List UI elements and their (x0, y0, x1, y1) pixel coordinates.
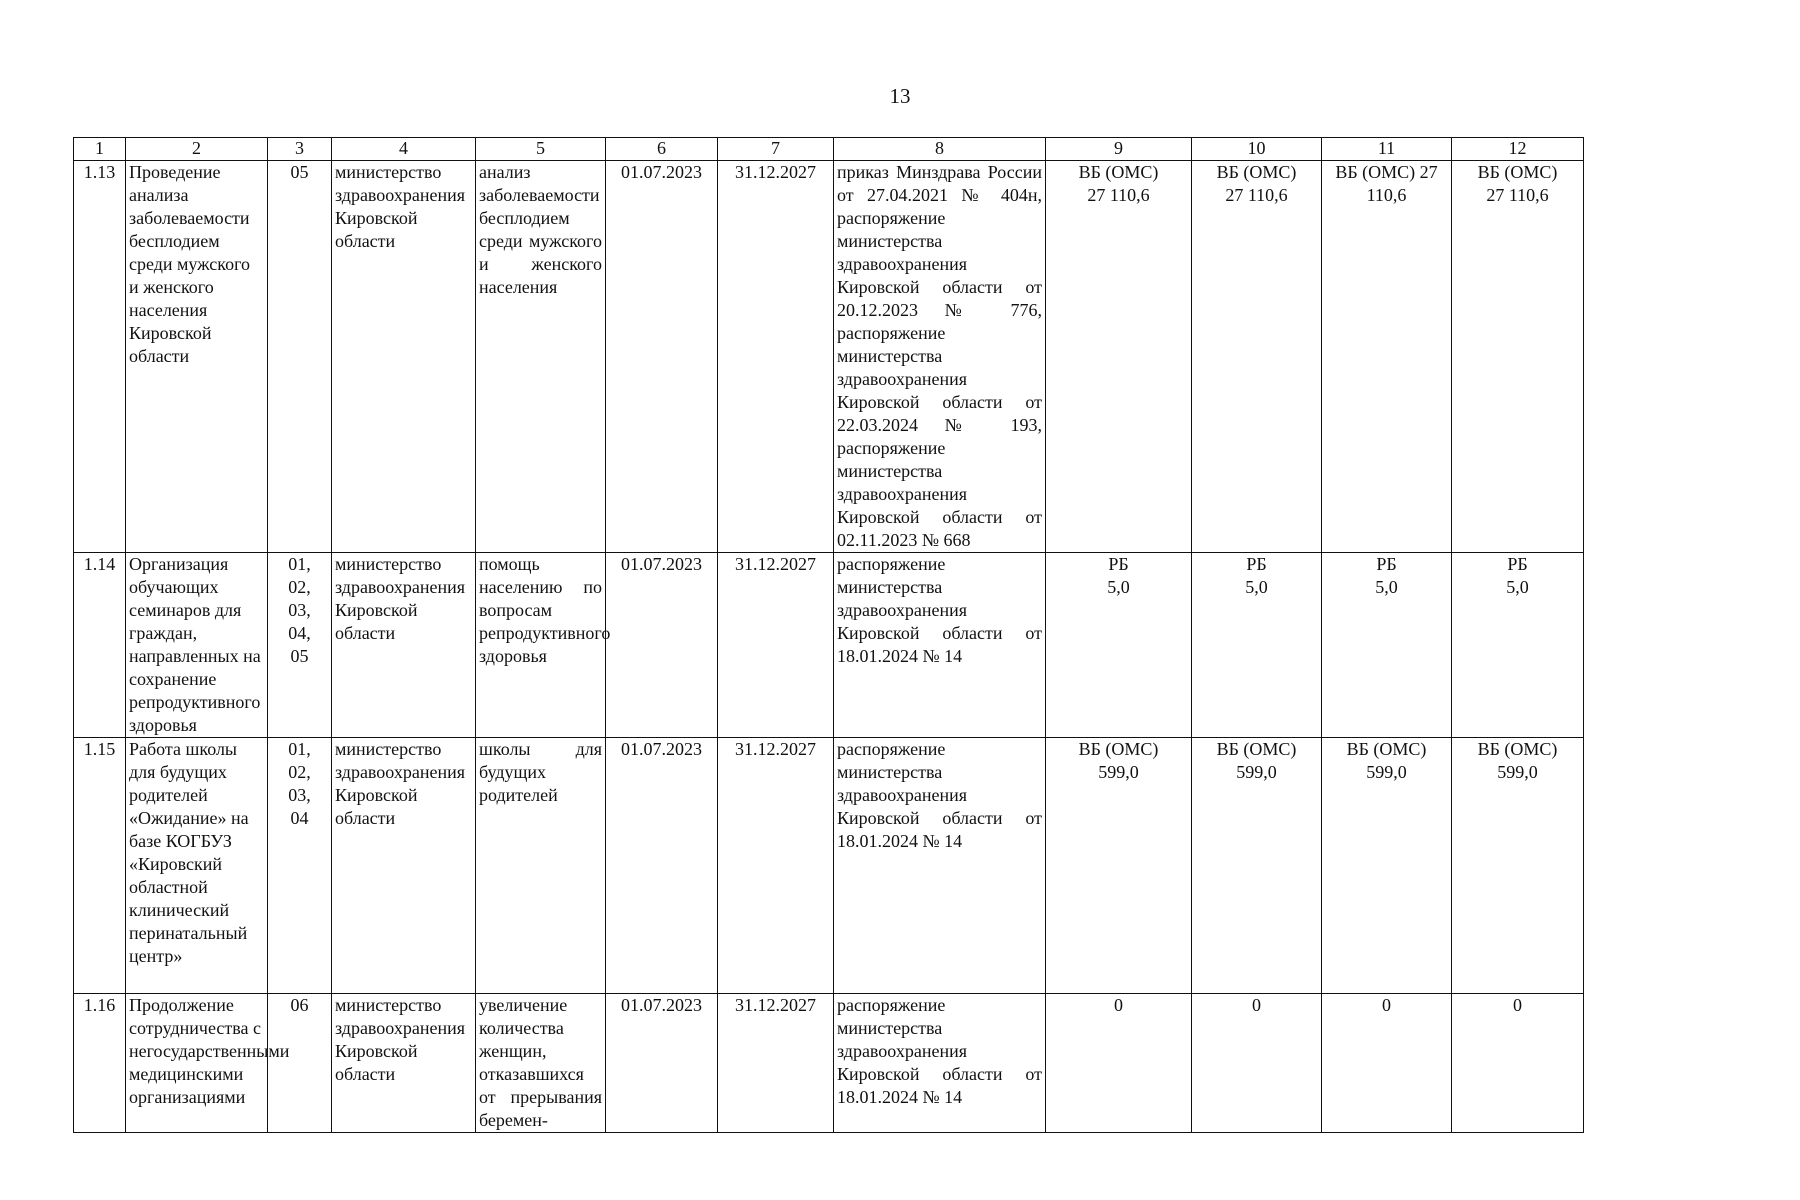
table-row (74, 553, 1584, 738)
column-header: 5 (476, 138, 606, 161)
column-header: 10 (1192, 138, 1322, 161)
legal-basis: распоряжение министерства здравоохранения Кировской области от 18.01.2024 № 14 (834, 994, 1046, 1133)
task-codes: 01, 02, 03, 04, 05 (268, 553, 332, 738)
end-date: 31.12.2027 (718, 738, 834, 994)
executor: министерство здравоохранения Кировской области (332, 994, 476, 1133)
end-date: 31.12.2027 (718, 553, 834, 738)
task-codes: 06 (268, 994, 332, 1133)
expected-result: помощь населению по вопросам репродуктивного здоровья (476, 553, 606, 738)
end-date: 31.12.2027 (718, 994, 834, 1133)
event-name: Проведение анализа заболеваемости бесплодием среди мужского и женского населения Кировской области (126, 161, 268, 553)
legal-basis: распоряжение министерства здравоохранения Кировской области от 18.01.2024 № 14 (834, 738, 1046, 994)
funding-col-11: ВБ (ОМС) 27 110,6 (1322, 161, 1452, 553)
column-header: 7 (718, 138, 834, 161)
expected-result: увеличение количества женщин, отказавшихся от прерывания беремен- (476, 994, 606, 1133)
column-header: 6 (606, 138, 718, 161)
legal-basis: распоряжение министерства здравоохранения Кировской области от 18.01.2024 № 14 (834, 553, 1046, 738)
funding-col-12: 0 (1452, 994, 1584, 1133)
funding-col-11: ВБ (ОМС) 599,0 (1322, 738, 1452, 994)
row-number: 1.15 (74, 738, 126, 994)
row-number: 1.13 (74, 161, 126, 553)
column-header: 4 (332, 138, 476, 161)
event-name: Работа школы для будущих родителей «Ожидание» на базе КОГБУЗ «Кировский областной клинический перинатальный центр» (126, 738, 268, 994)
funding-col-11: РБ 5,0 (1322, 553, 1452, 738)
event-name: Организация обучающих семинаров для граждан, направленных на сохранение репродуктивного здоровья (126, 553, 268, 738)
column-header: 1 (74, 138, 126, 161)
legal-basis: приказ Минздрава России от 27.04.2021 № 404н, распоряжение министерства здравоохранения Кировской области от 20.12.2023 № 776, распоряжение министерства здравоохранения Кировской области от 22.03.2024 № 193, распоряжение министерства здравоохранения Кировской области от 02.11.2023 № 668 (834, 161, 1046, 553)
funding-col-9: 0 (1046, 994, 1192, 1133)
row-number: 1.16 (74, 994, 126, 1133)
funding-col-10: ВБ (ОМС) 27 110,6 (1192, 161, 1322, 553)
executor: министерство здравоохранения Кировской области (332, 161, 476, 553)
column-header: 11 (1322, 138, 1452, 161)
page-number: 13 (889, 84, 911, 108)
funding-col-9: РБ 5,0 (1046, 553, 1192, 738)
column-header: 3 (268, 138, 332, 161)
executor: министерство здравоохранения Кировской области (332, 553, 476, 738)
start-date: 01.07.2023 (606, 994, 718, 1133)
table-row (74, 161, 1584, 553)
expected-result: школы для будущих родителей (476, 738, 606, 994)
expected-result: анализ заболеваемости бесплодием среди мужского и женского населения (476, 161, 606, 553)
funding-col-10: ВБ (ОМС) 599,0 (1192, 738, 1322, 994)
column-header: 12 (1452, 138, 1584, 161)
task-codes: 01, 02, 03, 04 (268, 738, 332, 994)
task-codes: 05 (268, 161, 332, 553)
start-date: 01.07.2023 (606, 738, 718, 994)
executor: министерство здравоохранения Кировской области (332, 738, 476, 994)
funding-col-12: ВБ (ОМС) 599,0 (1452, 738, 1584, 994)
event-name: Продолжение сотрудничества с негосударственными медицинскими организациями (126, 994, 268, 1133)
column-header: 9 (1046, 138, 1192, 161)
funding-col-11: 0 (1322, 994, 1452, 1133)
column-header: 8 (834, 138, 1046, 161)
start-date: 01.07.2023 (606, 161, 718, 553)
funding-col-9: ВБ (ОМС) 599,0 (1046, 738, 1192, 994)
header-row (74, 138, 1584, 161)
start-date: 01.07.2023 (606, 553, 718, 738)
funding-col-12: ВБ (ОМС) 27 110,6 (1452, 161, 1584, 553)
table-row (74, 738, 1584, 994)
funding-col-10: РБ 5,0 (1192, 553, 1322, 738)
column-header: 2 (126, 138, 268, 161)
row-number: 1.14 (74, 553, 126, 738)
funding-col-10: 0 (1192, 994, 1322, 1133)
funding-col-12: РБ 5,0 (1452, 553, 1584, 738)
measures-table (73, 137, 1584, 1133)
end-date: 31.12.2027 (718, 161, 834, 553)
funding-col-9: ВБ (ОМС) 27 110,6 (1046, 161, 1192, 553)
table-row (74, 994, 1584, 1133)
